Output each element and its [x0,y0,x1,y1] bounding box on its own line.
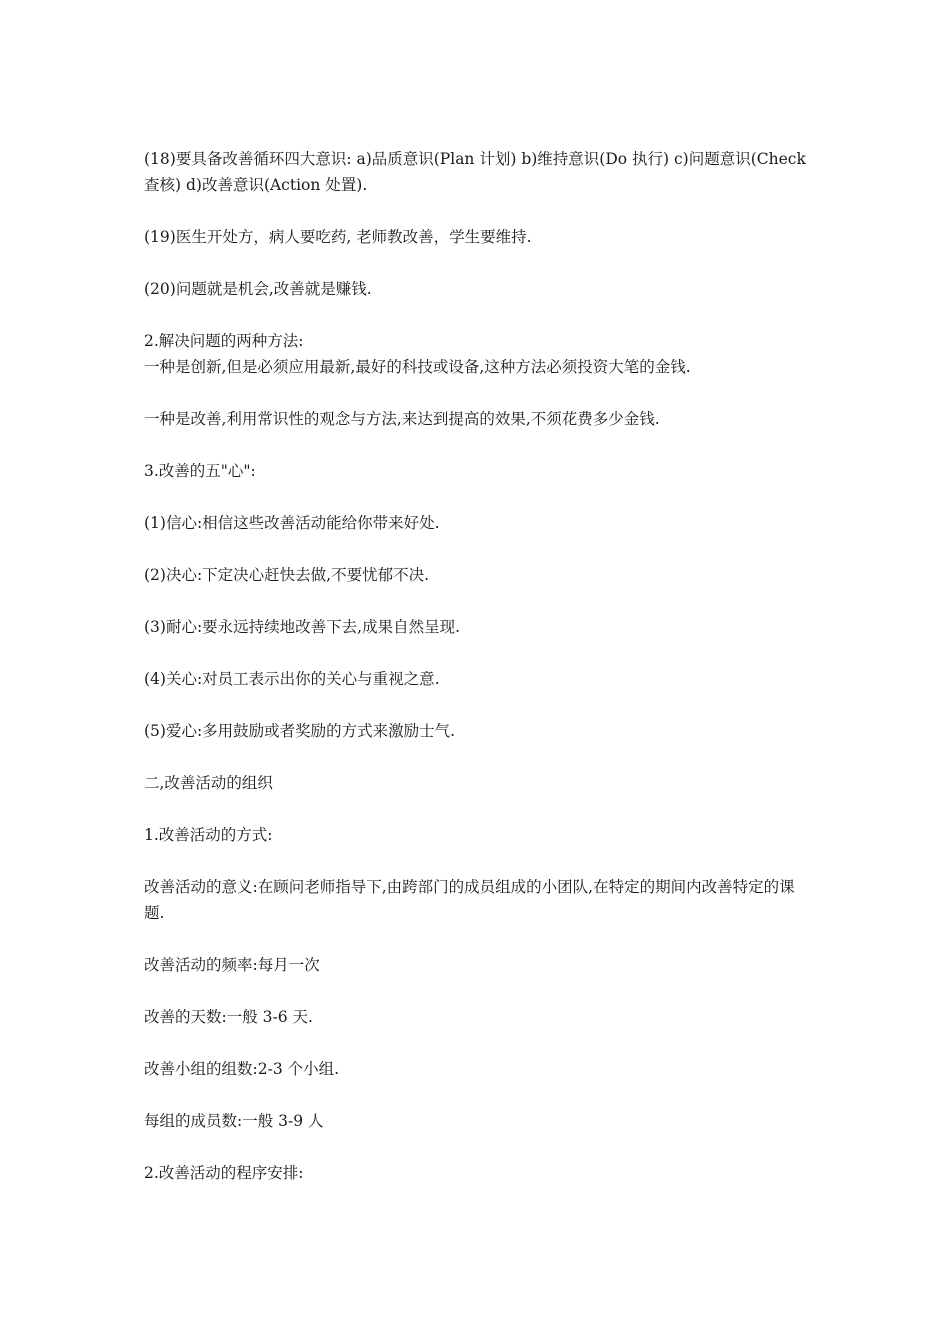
paragraph-improvement: 一种是改善,利用常识性的观念与方法,来达到提高的效果,不须花费多少金钱. [144,410,660,428]
paragraph-activity-frequency: 改善活动的频率:每月一次 [144,956,320,974]
subsection-heading-activity-method: 1.改善活动的方式: [144,826,273,844]
list-item-care: (4)关心:对员工表示出你的关心与重视之意. [144,670,440,688]
list-item-confidence: (1)信心:相信这些改善活动能给你带来好处. [144,514,440,532]
section-heading-two-methods: 2.解决问题的两种方法: [144,332,304,350]
list-item-determination: (2)决心:下定决心赶快去做,不要忧郁不决. [144,566,430,584]
paragraph-activity-days: 改善的天数:一般 3-6 天. [144,1008,313,1026]
list-item-love: (5)爱心:多用鼓励或者奖励的方式来激励士气. [144,722,456,740]
section-heading-five-hearts: 3.改善的五"心": [144,462,256,480]
paragraph-activity-meaning: 改善活动的意义:在顾问老师指导下,由跨部门的成员组成的小团队,在特定的期间内改善特定的课题. [144,878,795,922]
paragraph-member-count: 每组的成员数:一般 3-9 人 [144,1112,324,1130]
paragraph-18: (18)要具备改善循环四大意识: a)品质意识(Plan 计划) b)维持意识(Do 执行) c)问题意识(Check 查核) d)改善意识(Action 处置). [144,150,806,194]
list-item-patience: (3)耐心:要永远持续地改善下去,成果自然呈现. [144,618,461,636]
subsection-heading-program: 2.改善活动的程序安排: [144,1164,304,1182]
paragraph-19: (19)医生开处方，病人要吃药, 老师教改善，学生要维持. [144,228,532,246]
paragraph-20: (20)问题就是机会,改善就是赚钱. [144,280,372,298]
document-page [144,146,809,1186]
paragraph-group-count: 改善小组的组数:2-3 个小组. [144,1060,340,1078]
paragraph-innovation: 一种是创新,但是必须应用最新,最好的科技或设备,这种方法必须投资大笔的金钱. [144,358,691,376]
section-heading-organization: 二,改善活动的组织 [144,774,273,792]
